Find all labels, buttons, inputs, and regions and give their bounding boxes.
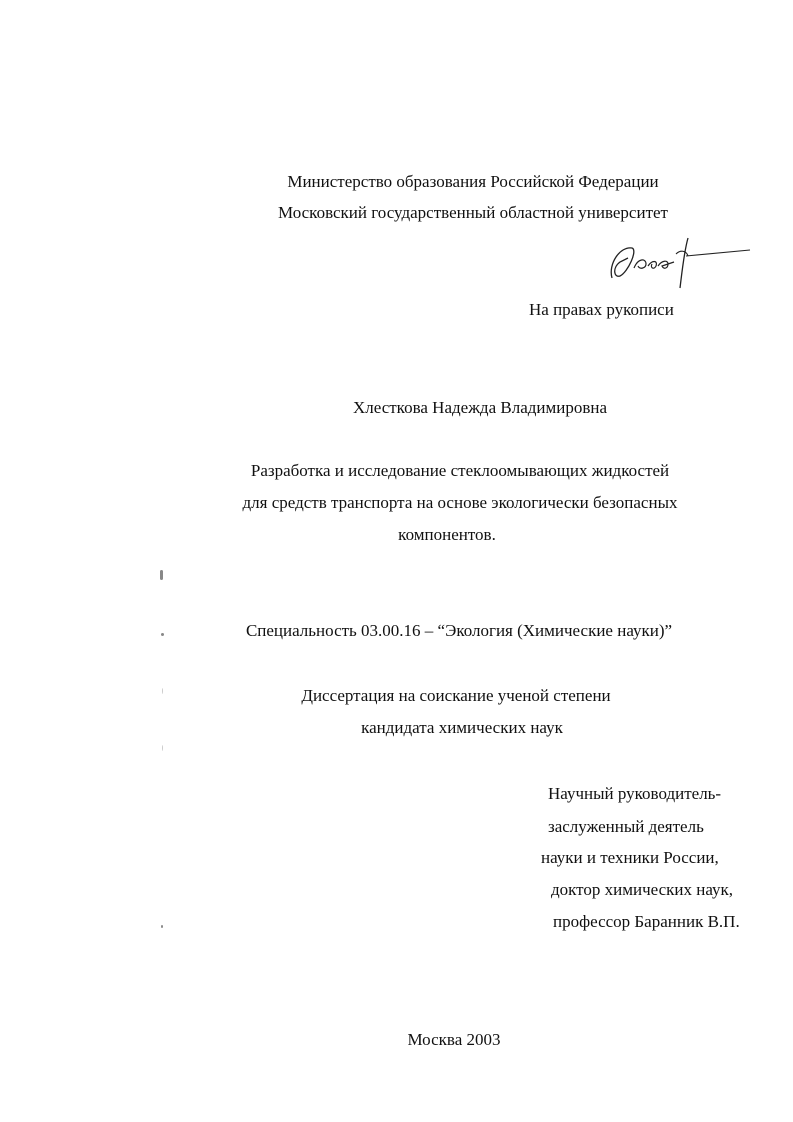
- advisor-line-5: профессор Баранник В.П.: [553, 912, 740, 931]
- rights-note: На правах рукописи: [529, 300, 674, 319]
- advisor-line-2: заслуженный деятель: [548, 817, 704, 836]
- title-line-2: для средств транспорта на основе экологически безопасных: [242, 493, 678, 512]
- specialty-line: Специальность 03.00.16 – “Экология (Химические науки)”: [245, 621, 673, 640]
- degree-line-2: кандидата химических наук: [361, 718, 563, 737]
- advisor-line-3: науки и техники России,: [541, 848, 719, 867]
- title-line-1: Разработка и исследование стеклоомывающих жидкостей: [250, 461, 670, 480]
- signature-icon: [598, 232, 753, 292]
- scan-mark: [162, 745, 163, 751]
- university-line: Московский государственный областной университет: [278, 203, 668, 222]
- scan-mark: [161, 633, 164, 636]
- scan-mark: [162, 688, 163, 694]
- scan-mark: [161, 925, 163, 928]
- title-line-3: компонентов.: [398, 525, 496, 544]
- degree-line-1: Диссертация на соискание ученой степени: [301, 686, 611, 705]
- city-year: Москва 2003: [407, 1030, 501, 1049]
- advisor-line-4: доктор химических наук,: [551, 880, 734, 899]
- ministry-line: Министерство образования Российской Федерации: [287, 172, 659, 191]
- author-name: Хлесткова Надежда Владимировна: [352, 398, 608, 417]
- scan-mark: [160, 570, 163, 580]
- advisor-line-1: Научный руководитель-: [548, 784, 722, 803]
